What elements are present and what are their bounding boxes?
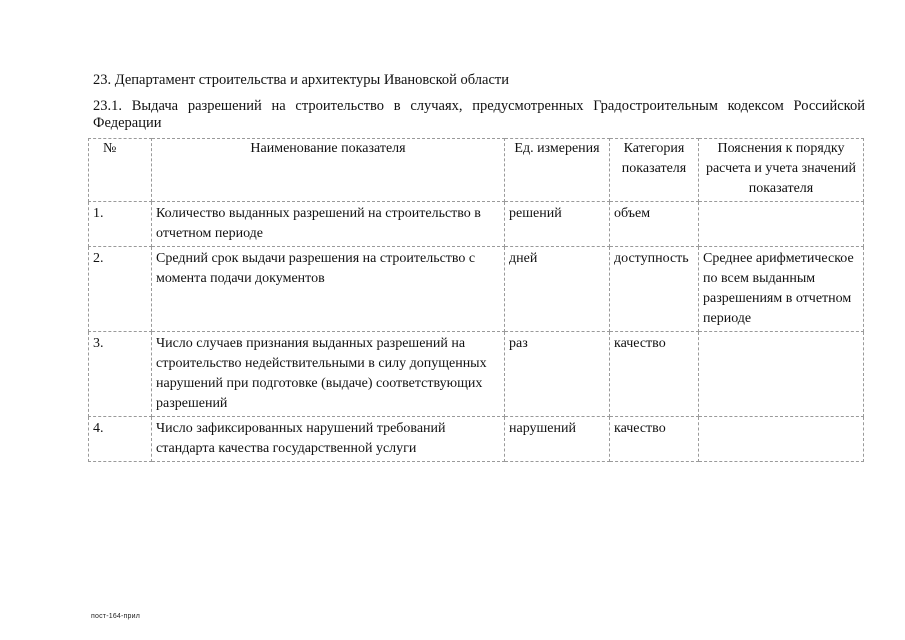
- column-header-category: Категория показателя: [610, 139, 699, 202]
- category: доступность: [610, 247, 699, 332]
- unit: раз: [505, 332, 610, 417]
- category: объем: [610, 202, 699, 247]
- indicator-name: Число зафиксированных нарушений требований стандарта качества государственной услуги: [152, 417, 505, 462]
- row-number: 4.: [89, 417, 152, 462]
- explanation: [699, 417, 864, 462]
- category: качество: [610, 417, 699, 462]
- section-heading: 23. Департамент строительства и архитектуры Ивановской области: [93, 72, 510, 88]
- explanation: Среднее арифметическое по всем выданным разрешениям в отчетном периоде: [699, 247, 864, 332]
- column-header-number: №: [89, 139, 152, 202]
- row-number: 1.: [89, 202, 152, 247]
- category: качество: [610, 332, 699, 417]
- unit: дней: [505, 247, 610, 332]
- indicators-table: [88, 138, 864, 462]
- column-header-unit: Ед. измерения: [505, 139, 610, 202]
- file-mark: пост-164-прил: [91, 613, 141, 620]
- row-number: 2.: [89, 247, 152, 332]
- column-header-explanation: Пояснения к порядку расчета и учета значений показателя: [699, 139, 864, 202]
- unit: решений: [505, 202, 610, 247]
- table-row: [89, 417, 864, 462]
- explanation: [699, 332, 864, 417]
- column-header-indicator-name: Наименование показателя: [152, 139, 505, 202]
- indicator-name: Средний срок выдачи разрешения на строительство с момента подачи документов: [152, 247, 505, 332]
- explanation: [699, 202, 864, 247]
- unit: нарушений: [505, 417, 610, 462]
- table-row: [89, 332, 864, 417]
- subsection-heading: 23.1. Выдача разрешений на строительство в случаях, предусмотренных Градостроительным кодексом Российской Федерации: [93, 98, 865, 131]
- indicator-name: Число случаев признания выданных разрешений на строительство недействительными в силу допущенных нарушений при подготовке (выдаче) соответствующих разрешений: [152, 332, 505, 417]
- table-header-row: [89, 139, 864, 202]
- row-number: 3.: [89, 332, 152, 417]
- table-row: [89, 202, 864, 247]
- table-row: [89, 247, 864, 332]
- indicator-name: Количество выданных разрешений на строительство в отчетном периоде: [152, 202, 505, 247]
